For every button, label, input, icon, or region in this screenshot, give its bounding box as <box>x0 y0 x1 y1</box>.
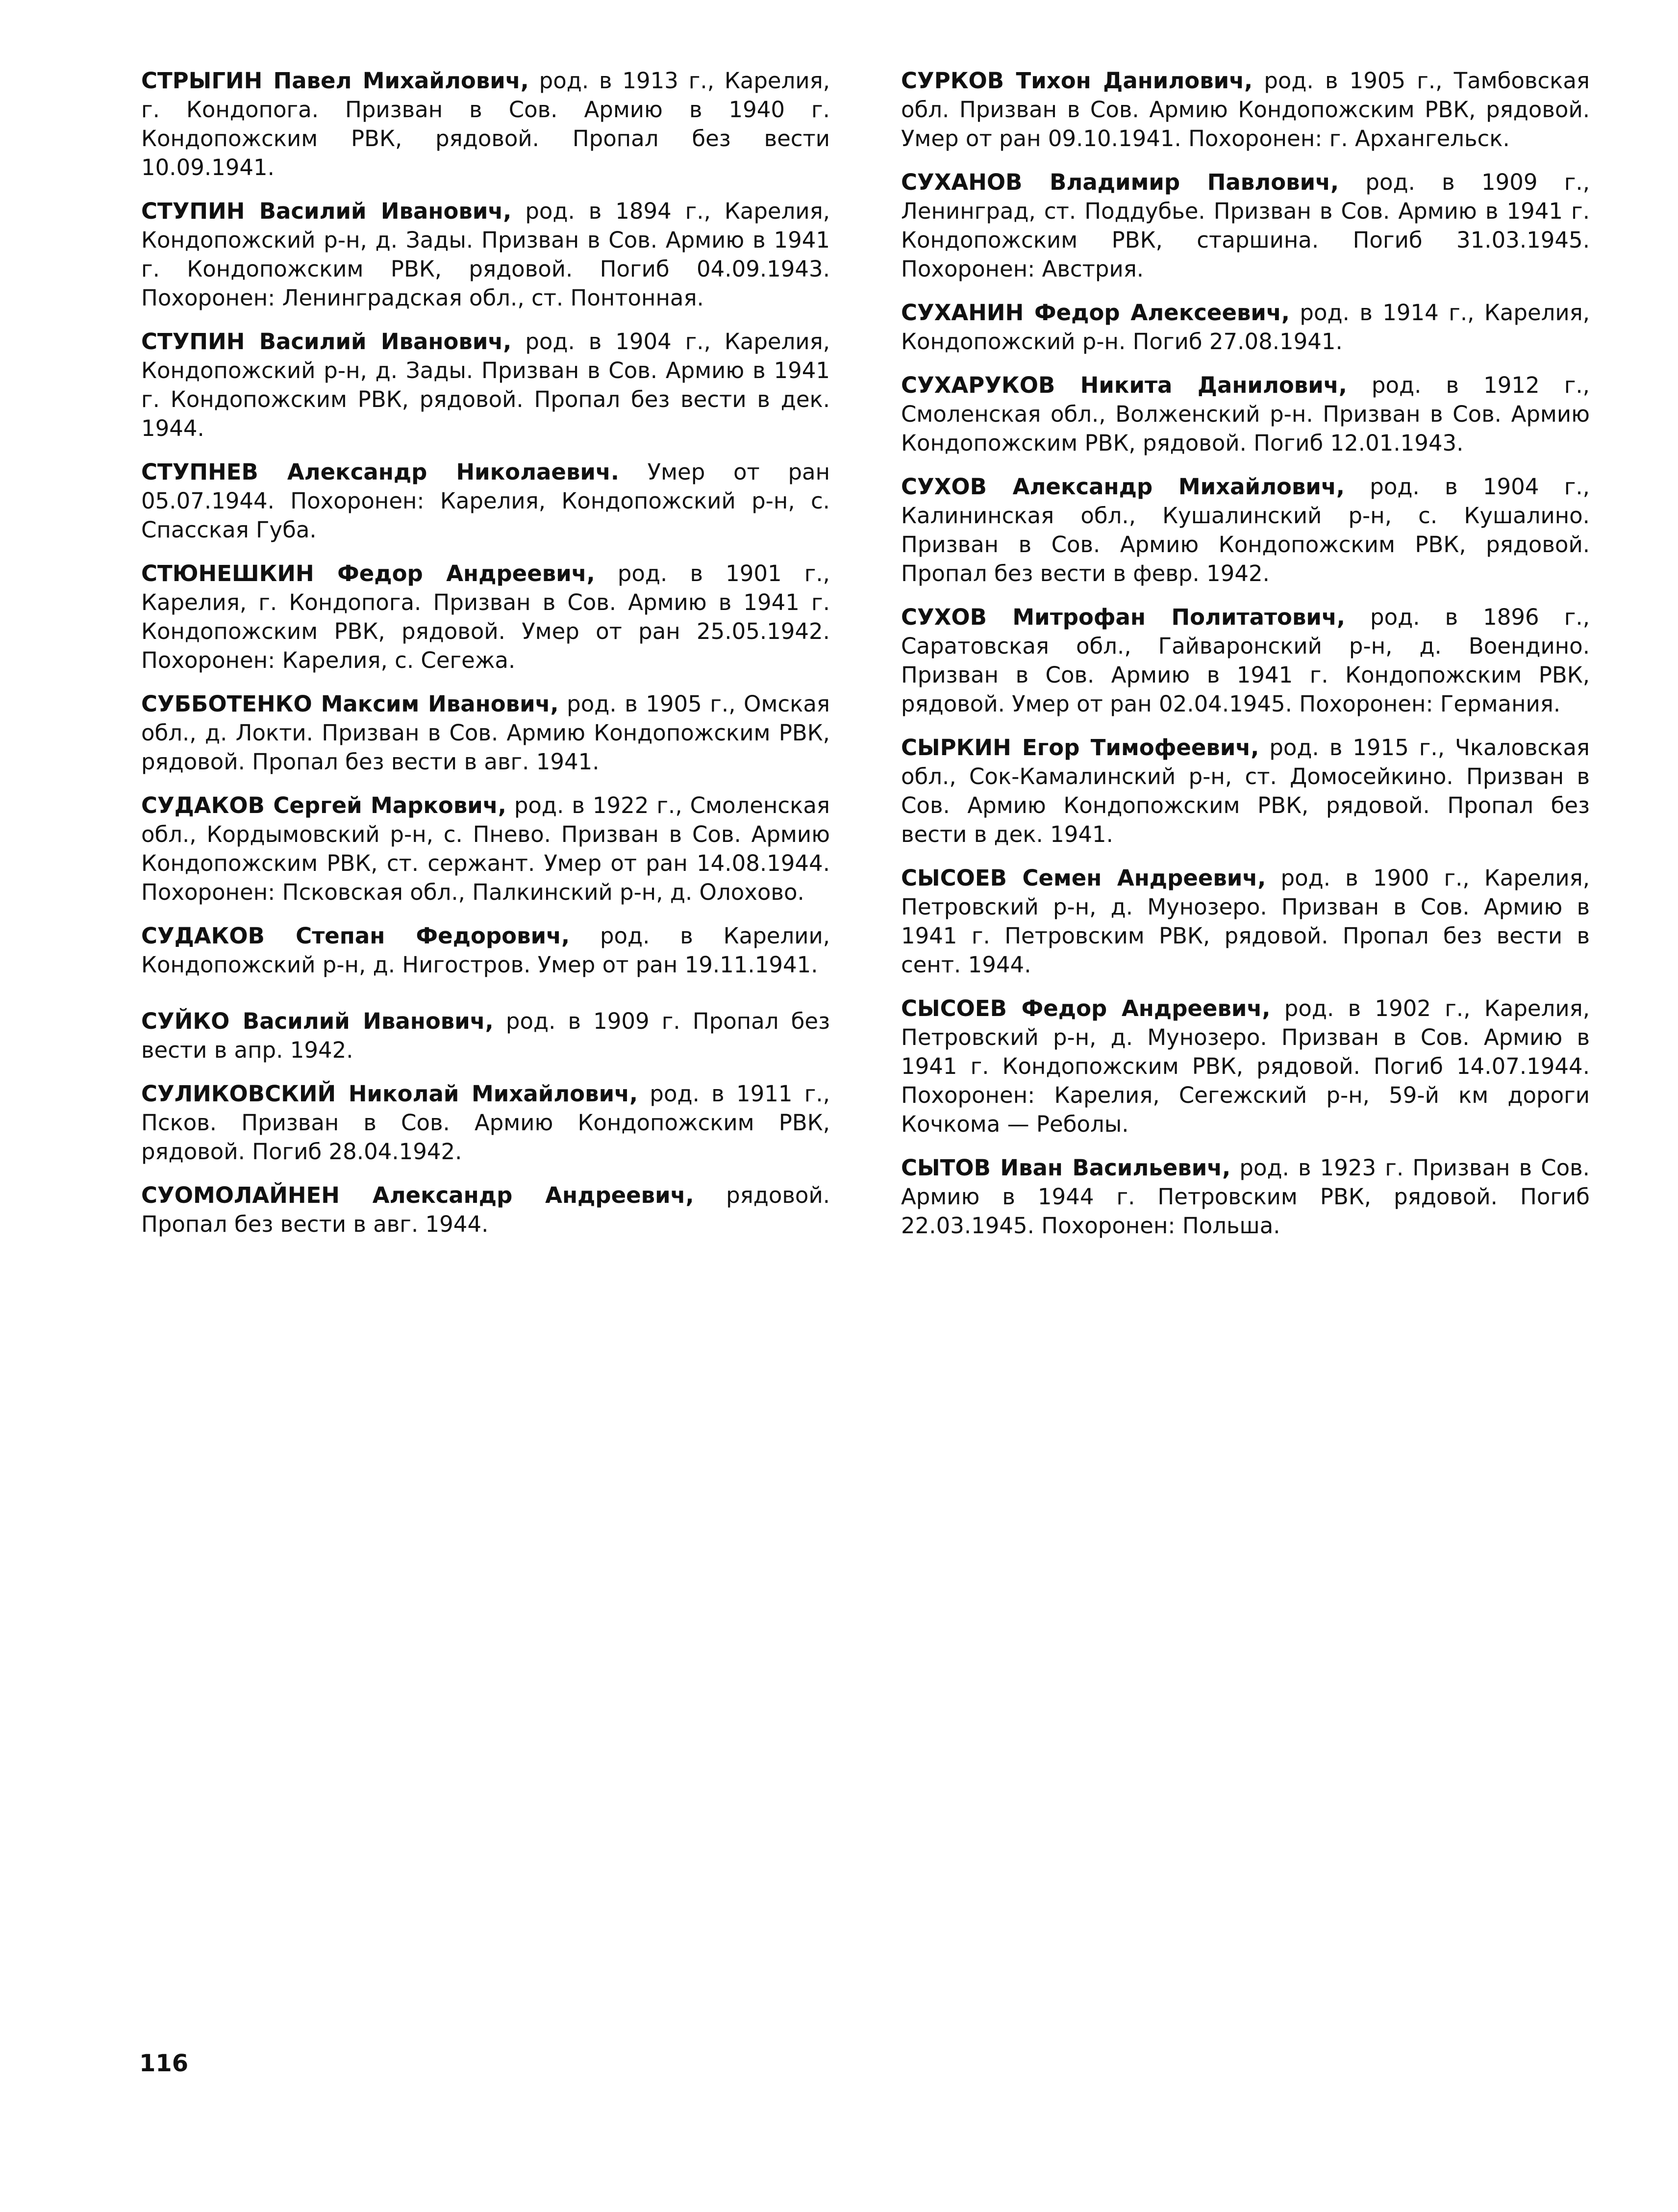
entry-name: СУХОВ Митрофан Политатович, <box>901 604 1345 630</box>
entry <box>141 921 830 979</box>
entry-name: СУДАКОВ Степан Федорович, <box>141 923 570 949</box>
entry-text: род. в 1909 г., Ленинград, ст. Поддубье. Призван в Сов. Армию в 1941 г. Кондопожским РВК, старшина. Погиб 31.03.1945. Похоронен: Австрия. <box>901 169 1590 282</box>
entry-name: СУХАНОВ Владимир Павлович, <box>901 169 1339 195</box>
entry <box>901 472 1590 588</box>
entry <box>141 197 830 312</box>
entry <box>901 168 1590 283</box>
entry <box>141 1007 830 1065</box>
entry <box>141 791 830 907</box>
entry-name: СЫСОЕВ Федор Андреевич, <box>901 995 1271 1021</box>
entry-text: род. в 1900 г., Карелия, Петровский р-н, д. Мунозеро. Призван в Сов. Армию в 1941 г. Петровским РВК, рядовой. Пропал без вести в сент. 1944. <box>901 865 1590 978</box>
entry-name: СТУПИН Василий Иванович, <box>141 329 512 355</box>
entry <box>901 603 1590 718</box>
entry-text: рядовой. Пропал без вести в авг. 1944. <box>141 1182 830 1237</box>
entry <box>141 66 830 182</box>
entry-text: род. в 1915 г., Чкаловская обл., Сок-Камалинский р-н, ст. Домосейкино. Призван в Сов. Армию Кондопожским РВК, рядовой. Пропал без вести в дек. 1941. <box>901 735 1590 847</box>
entry <box>141 1181 830 1239</box>
entry-text: род. в 1913 г., Карелия, г. Кондопога. Призван в Сов. Армию в 1940 г. Кондопожским РВК, рядовой. Пропал без вести 10.09.1941. <box>141 68 830 180</box>
entry-name: СУЛИКОВСКИЙ Николай Михайлович, <box>141 1081 638 1107</box>
entry <box>141 327 830 443</box>
entry <box>901 733 1590 849</box>
entry-text: род. в 1923 г. Призван в Сов. Армию в 1944 г. Петровским РВК, рядовой. Погиб 22.03.1945. Похоронен: Польша. <box>901 1155 1590 1239</box>
entry-name: СУРКОВ Тихон Данилович, <box>901 68 1253 94</box>
entry-name: СУХАНИН Федор Алексеевич, <box>901 300 1290 326</box>
entry-name: СТУПИН Василий Иванович, <box>141 198 512 224</box>
entry-text: род. в 1894 г., Карелия, Кондопожский р-н, д. Зады. Призван в Сов. Армию в 1941 г. Кондопожским РВК, рядовой. Погиб 04.09.1943. Похоронен: Ленинградская обл., ст. Понтонная. <box>141 198 830 311</box>
entry-text: род. в 1905 г., Тамбовская обл. Призван в Сов. Армию Кондопожским РВК, рядовой. Умер от ран 09.10.1941. Похоронен: г. Архангельск. <box>901 68 1590 152</box>
entry <box>901 864 1590 979</box>
entry <box>141 458 830 544</box>
entry-text: род. в 1904 г., Калининская обл., Кушалинский р-н, с. Кушалино. Призван в Сов. Армию Кондопожским РВК, рядовой. Пропал без вести в февр. 1942. <box>901 474 1590 586</box>
right-column <box>901 66 1590 1255</box>
entry-name: СЫСОЕВ Семен Андреевич, <box>901 865 1266 891</box>
entry <box>141 689 830 776</box>
entry-name: СУХАРУКОВ Никита Данилович, <box>901 372 1347 398</box>
entry-text: род. в 1911 г., Псков. Призван в Сов. Армию Кондопожским РВК, рядовой. Погиб 28.04.1942. <box>141 1081 830 1165</box>
entry-text: Умер от ран 05.07.1944. Похоронен: Карелия, Кондопожский р-н, с. Спасская Губа. <box>141 459 830 543</box>
entry-text: род. в 1914 г., Карелия, Кондопожский р-н. Погиб 27.08.1941. <box>901 300 1590 355</box>
entry-name: СУОМОЛАЙНЕН Александр Андреевич, <box>141 1182 694 1208</box>
entry-name: СУДАКОВ Сергей Маркович, <box>141 792 506 818</box>
entry-text: род. в 1904 г., Карелия, Кондопожский р-н, д. Зады. Призван в Сов. Армию в 1941 г. Кондопожским РВК, рядовой. Пропал без вести в дек. 1944. <box>141 329 830 441</box>
entry-name: СЫТОВ Иван Васильевич, <box>901 1155 1231 1181</box>
entry-name: СТУПНЕВ Александр Николаевич. <box>141 459 619 485</box>
entry <box>901 298 1590 356</box>
entry-text: род. в 1922 г., Смоленская обл., Кордымовский р-н, с. Пнево. Призван в Сов. Армию Кондопожским РВК, ст. сержант. Умер от ран 14.08.1944. Похоронен: Псковская обл., Палкинский р-н, д. Олохово. <box>141 792 830 905</box>
left-column <box>141 66 830 1253</box>
entry-name: СУББОТЕНКО Максим Иванович, <box>141 691 559 717</box>
entry <box>141 1079 830 1166</box>
entry <box>141 559 830 675</box>
entry-text: род. в 1912 г., Смоленская обл., Волженский р-н. Призван в Сов. Армию Кондопожским РВК, рядовой. Погиб 12.01.1943. <box>901 372 1590 456</box>
entry <box>901 994 1590 1139</box>
entry <box>901 66 1590 153</box>
page-number: 116 <box>139 2050 189 2077</box>
entry-name: СУЙКО Василий Иванович, <box>141 1008 494 1034</box>
entry <box>901 371 1590 458</box>
entry-text: род. в 1905 г., Омская обл., д. Локти. Призван в Сов. Армию Кондопожским РВК, рядовой. Пропал без вести в авг. 1941. <box>141 691 830 775</box>
entry-name: СУХОВ Александр Михайлович, <box>901 474 1345 500</box>
entry-name: СТЮНЕШКИН Федор Андреевич, <box>141 560 595 586</box>
entry-name: СТРЫГИН Павел Михайлович, <box>141 68 529 94</box>
entry-name: СЫРКИН Егор Тимофеевич, <box>901 735 1259 761</box>
entry-text: род. в 1909 г. Пропал без вести в апр. 1942. <box>141 1008 830 1063</box>
entry-text: род. в 1902 г., Карелия, Петровский р-н, д. Мунозеро. Призван в Сов. Армию в 1941 г. Кондопожским РВК, рядовой. Погиб 14.07.1944. Похоронен: Карелия, Сегежский р-н, 59-й км дороги Кочкома — Реболы. <box>901 995 1590 1137</box>
entry-text: род. в 1896 г., Саратовская обл., Гайваронский р-н, д. Воендино. Призван в Сов. Армию в 1941 г. Кондопожским РВК, рядовой. Умер от ран 02.04.1945. Похоронен: Германия. <box>901 604 1590 717</box>
entry-text: род. в Карелии, Кондопожский р-н, д. Нигостров. Умер от ран 19.11.1941. <box>141 923 830 978</box>
entry-text: род. в 1901 г., Карелия, г. Кондопога. Призван в Сов. Армию в 1941 г. Кондопожским РВК, рядовой. Умер от ран 25.05.1942. Похоронен: Карелия, с. Сегежа. <box>141 560 830 673</box>
entry <box>901 1153 1590 1240</box>
